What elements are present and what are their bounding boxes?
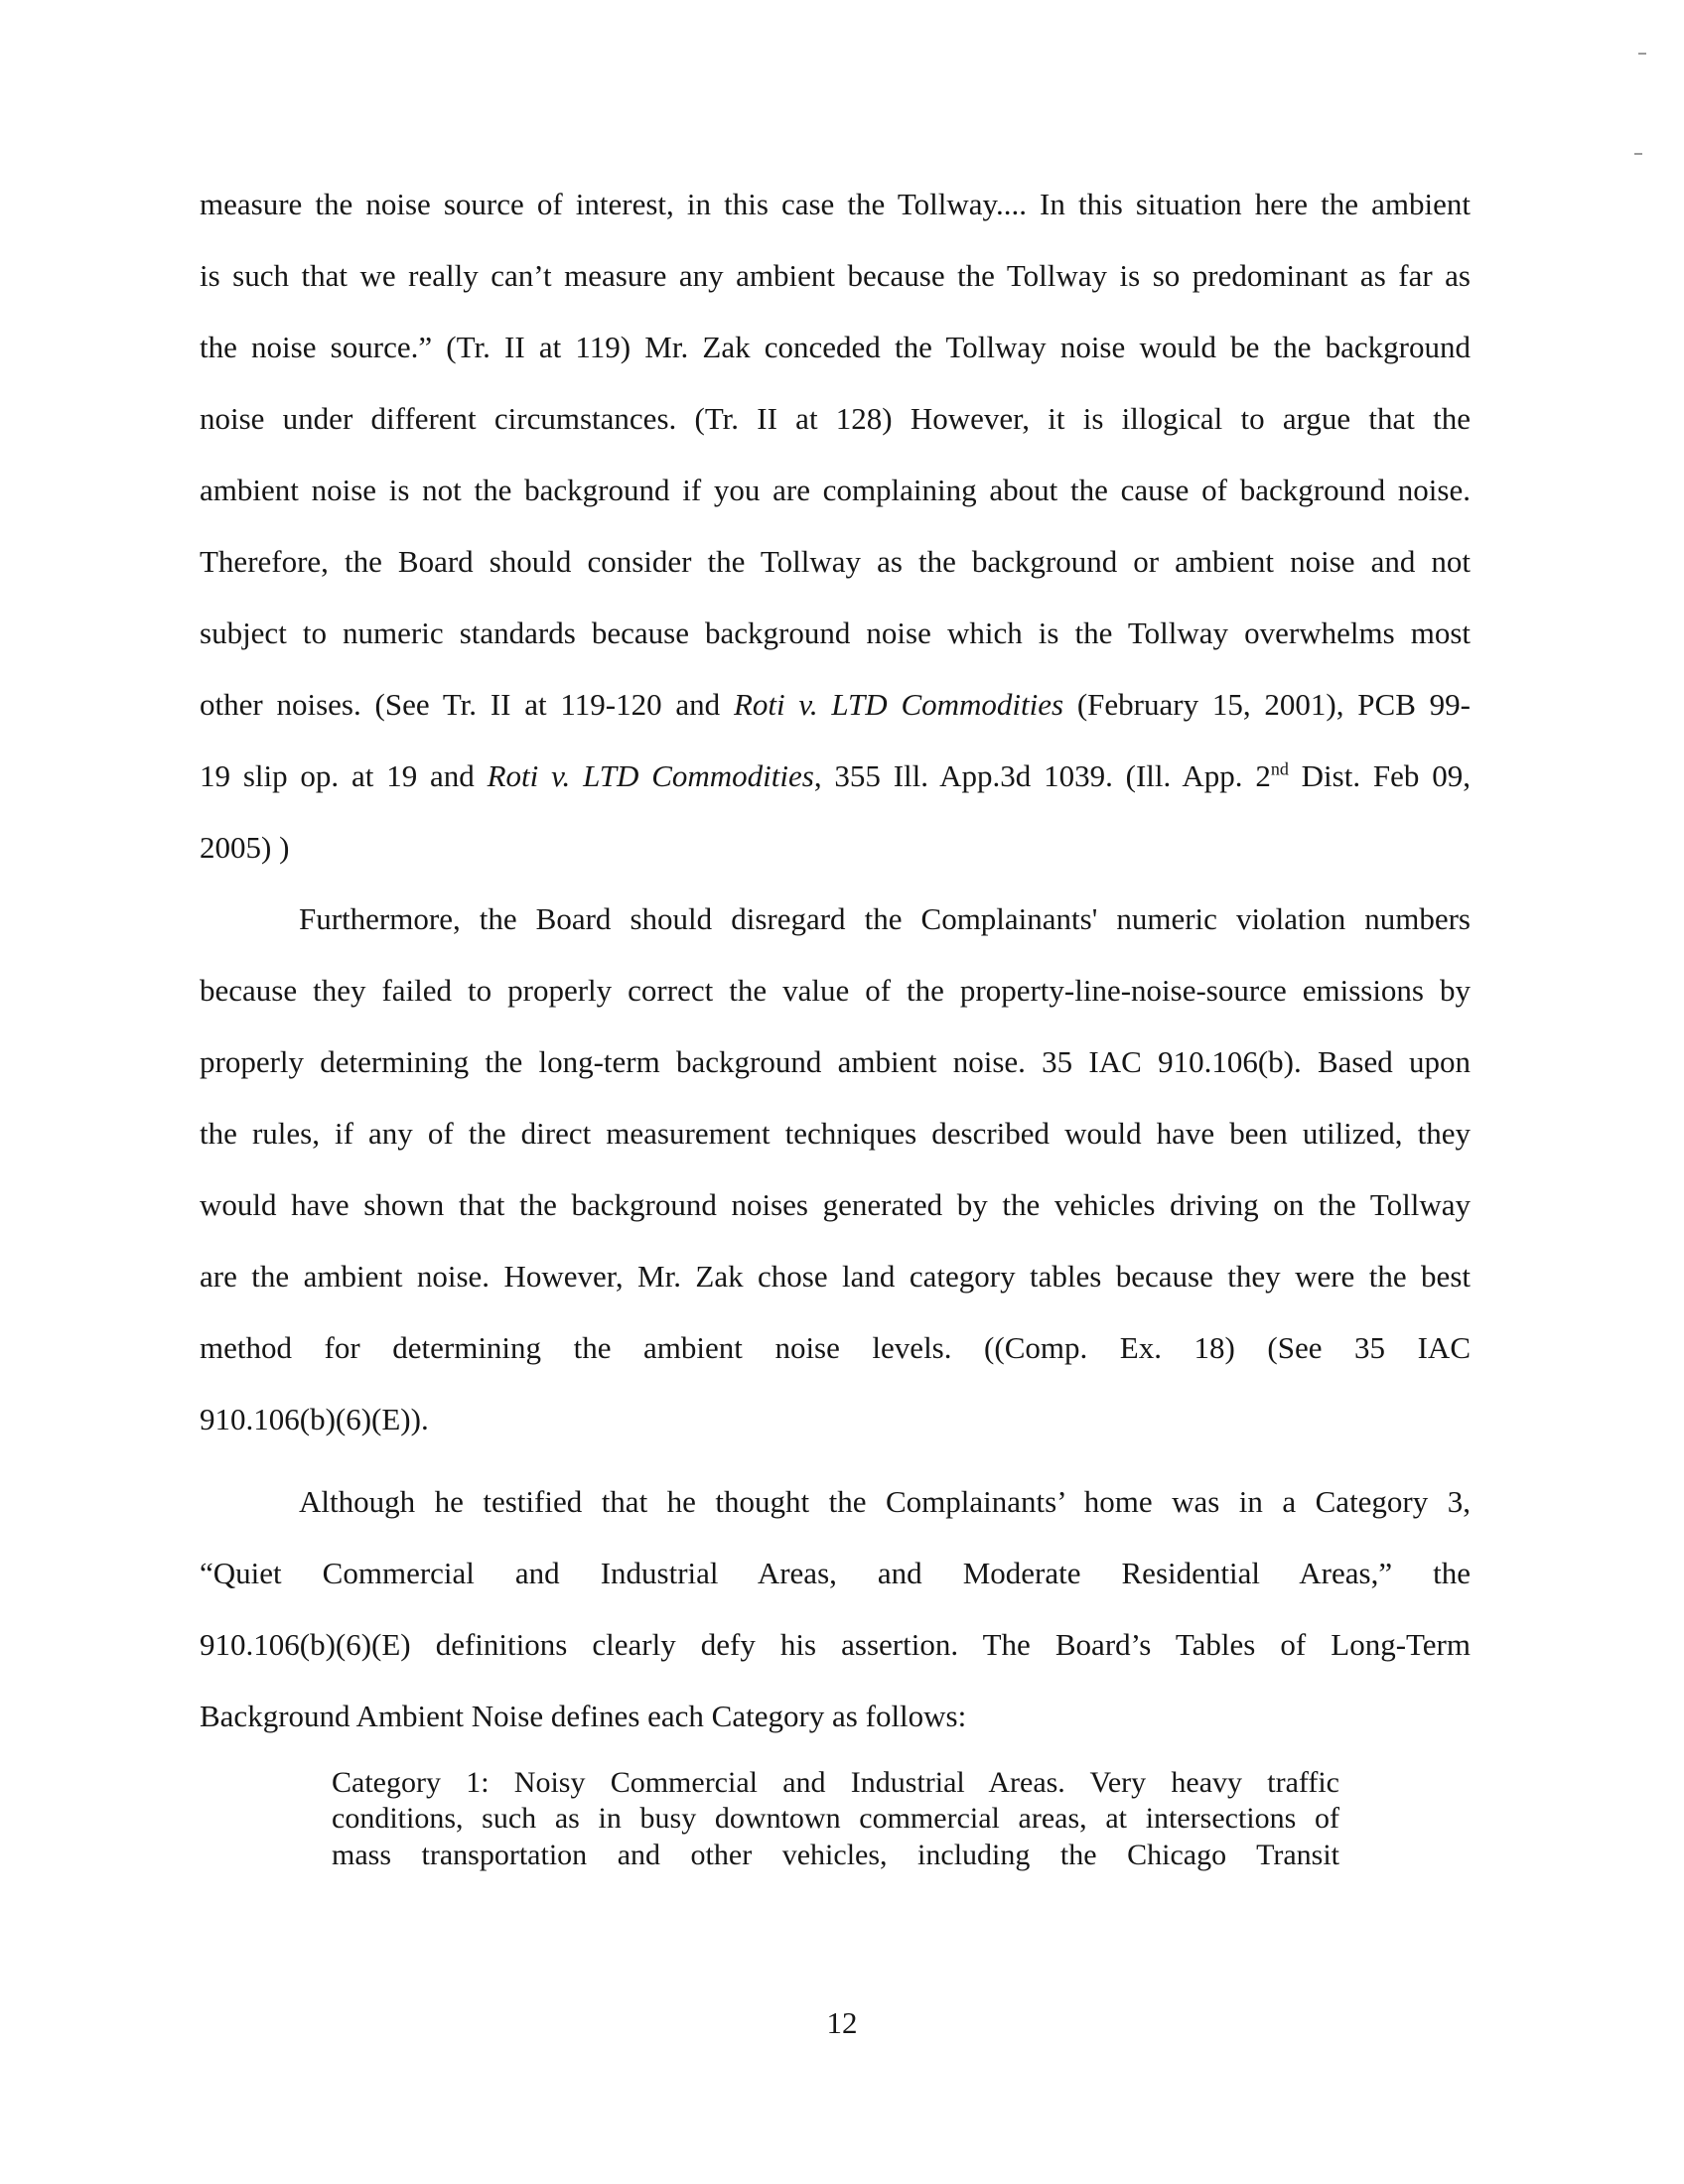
paragraph-1-line-9 <box>200 756 1471 796</box>
page-number: 12 <box>826 2005 858 2040</box>
block-quote-line-3: mass transportation and other vehicles, including the Chicago Transit <box>332 1839 1339 1871</box>
paragraph-2-line-7: method for determining the ambient noise levels. ((Comp. Ex. 18) (See 35 IAC <box>200 1330 1471 1365</box>
block-quote-line-2: conditions, such as in busy downtown commercial areas, at intersections of <box>332 1802 1339 1835</box>
paragraph-2-line-4: the rules, if any of the direct measurement techniques described would have been utilized, they <box>200 1116 1471 1151</box>
paragraph-3-line-2: “Quiet Commercial and Industrial Areas, and Moderate Residential Areas,” the <box>200 1556 1471 1590</box>
paragraph-1-line-4: noise under different circumstances. (Tr. II at 128) However, it is illogical to argue that the <box>200 401 1471 436</box>
paragraph-1-line-7: subject to numeric standards because background noise which is the Tollway overwhelms most <box>200 615 1471 650</box>
paragraph-2-line-2: because they failed to properly correct the value of the property-line-noise-source emissions by <box>200 973 1471 1008</box>
paragraph-1-line-3: the noise source.” (Tr. II at 119) Mr. Zak conceded the Tollway noise would be the background <box>200 330 1471 364</box>
citation-text: 19 slip op. at 19 and <box>200 758 488 793</box>
paragraph-1-line-5: ambient noise is not the background if you are complaining about the cause of background noise. <box>200 473 1471 507</box>
scan-mark <box>1634 153 1642 155</box>
case-name: Roti v. LTD Commodities <box>733 687 1064 722</box>
paragraph-3-line-3: 910.106(b)(6)(E) definitions clearly defy his assertion. The Board’s Tables of Long-Term <box>200 1627 1471 1662</box>
paragraph-2-line-8: 910.106(b)(6)(E)). <box>200 1402 429 1436</box>
paragraph-3-line-4: Background Ambient Noise defines each Category as follows: <box>200 1699 967 1733</box>
paragraph-1-line-10: 2005) ) <box>200 830 290 865</box>
paragraph-3-line-1: Although he testified that he thought the Complainants’ home was in a Category 3, <box>299 1484 1471 1519</box>
citation-text: other noises. (See Tr. II at 119-120 and <box>200 687 734 722</box>
ordinal-superscript: nd <box>1270 758 1289 779</box>
paragraph-2-line-5: would have shown that the background noises generated by the vehicles driving on the Tollway <box>200 1187 1471 1222</box>
citation-text: (February 15, 2001), PCB 99- <box>1063 687 1471 722</box>
paragraph-1-line-6: Therefore, the Board should consider the Tollway as the background or ambient noise and not <box>200 544 1471 579</box>
case-name: Roti v. LTD Commodities <box>487 758 814 793</box>
paragraph-1-line-1: measure the noise source of interest, in this case the Tollway.... In this situation here the ambient <box>200 187 1471 221</box>
paragraph-2-line-6: are the ambient noise. However, Mr. Zak chose land category tables because they were the best <box>200 1259 1471 1294</box>
paragraph-1-line-8 <box>200 685 1471 725</box>
citation-text: , 355 Ill. App.3d 1039. (Ill. App. 2 <box>813 758 1271 793</box>
scan-mark <box>1638 53 1646 55</box>
citation-text: Dist. Feb 09, <box>1288 758 1471 793</box>
paragraph-1-line-2: is such that we really can’t measure any ambient because the Tollway is so predominant as far as <box>200 258 1471 293</box>
paragraph-2-line-3: properly determining the long-term background ambient noise. 35 IAC 910.106(b). Based upon <box>200 1044 1471 1079</box>
paragraph-2-line-1: Furthermore, the Board should disregard the Complainants' numeric violation numbers <box>299 901 1471 936</box>
block-quote-line-1: Category 1: Noisy Commercial and Industrial Areas. Very heavy traffic <box>332 1766 1339 1799</box>
